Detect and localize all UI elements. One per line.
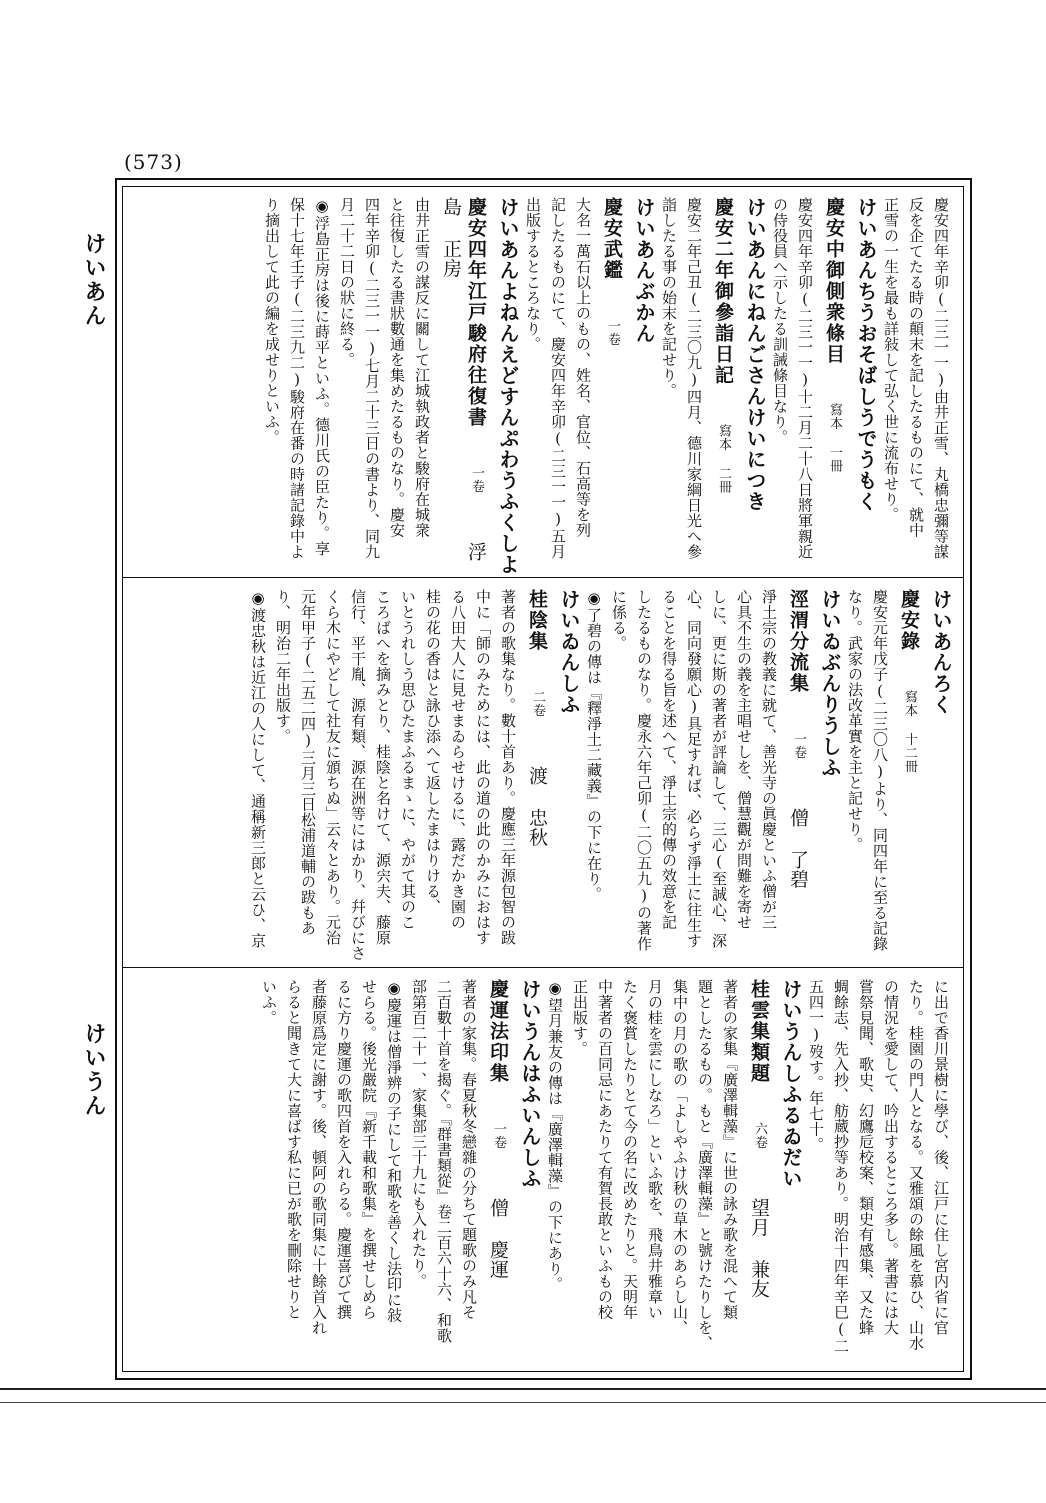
body-line: 出版するところなり。 — [524, 197, 542, 352]
entry-headword: けいあんにねんごさんけいにつき — [743, 197, 767, 512]
body-line: したるものなり。慶永六年己卯(二〇五九)の著作 — [635, 589, 653, 952]
body-line: り、明治二年出版す。 — [274, 589, 292, 744]
side-label-bottom: けいうん — [81, 1022, 106, 1118]
body-line: 著者の歌集なり。數十首あり。慶應三年源包智の跋 — [499, 589, 517, 946]
body-line: たり。桂園の門人となる。又雅頌の餘風を慕ひ、山水 — [907, 979, 925, 1351]
body-line: 正出版す。 — [571, 979, 589, 1057]
body-line: ることを得る旨を述へて、淨土宗的傳の效意を記 — [660, 589, 678, 930]
entry-author: 僧 慶運 — [487, 1198, 509, 1279]
body-line: 中に「師のみためには、此の道の此のかみにおはす — [474, 589, 492, 946]
entry-meta: 一卷 — [605, 318, 620, 346]
entry-title-line — [710, 197, 736, 577]
entry-headword: けいあんろく — [929, 589, 953, 715]
entry-headword: けいあんぶかん — [632, 197, 656, 344]
entry-headword: けいゐぶんりうしふ — [818, 589, 842, 778]
body-line: 反を企てたる時の顛末を記したるものにて、就中 — [907, 197, 925, 538]
body-line: 桂の花の香はと詠ひ添へて返したまはりける、 — [424, 589, 442, 915]
entry-title-line — [524, 589, 550, 967]
entry-meta: 一卷 — [791, 731, 806, 759]
entry-title: 涇渭分流集 — [787, 589, 809, 694]
body-line: 嘗祭見聞、歌史、幻鷹卮校案、類史有感集、又た蜂 — [857, 979, 875, 1336]
body-line: 保十七年壬子(二三九二)駿府在番の時諸記錄中よ — [288, 197, 306, 560]
bottom-rule — [0, 1402, 1046, 1403]
side-label-top: けいあん — [81, 232, 106, 328]
entry-headword: けいあんちうおそばしうでうもく — [854, 197, 878, 512]
body-line: 中著者の百同忌にあたりて有賀長敢といふもの校 — [596, 979, 614, 1320]
entry-title-line — [485, 979, 511, 1369]
body-line: 大名一萬石以上のもの、姓名、官位、石高等を列 — [574, 197, 592, 538]
body-line: 者藤原爲定に謝す。後、頓阿の歌同集に十餘首入れ — [310, 979, 328, 1336]
body-line: る八田大人に見せまゐらせけるに、露だかき園の — [449, 589, 467, 930]
entry-title-line — [896, 589, 922, 967]
body-line: いとうれしう思ひたまふるまゝに、やがて其のこ — [399, 589, 417, 930]
body-line: と往復したる書狀數通を集めたるものなり。慶安 — [388, 197, 406, 538]
body-line: ◉了碧の傳は『釋淨土二藏義』の下に在り。 — [585, 589, 603, 902]
body-line: らると聞きて大に喜ばす私に已が歌を刪除せりと — [285, 979, 303, 1320]
body-line: ◉渡忠秋は近江の人にして、通稱新三郎と云ひ、京 — [249, 589, 267, 949]
entry-headword: けいうんはふいんしふ — [518, 979, 542, 1189]
bottom-rule — [0, 1388, 1046, 1390]
entry-title: 慶安武鑑 — [601, 197, 623, 281]
body-line: ◉慶運は僧淨辨の子にして和歌を善くし法印に敍 — [385, 979, 403, 1323]
entry-author: 浮島 正房 — [440, 197, 487, 562]
body-line: 慶安二年己丑(二三〇九)四月、德川家綱日光へ參 — [685, 197, 703, 560]
body-line: 信行、平干胤、源有類、源在洲等にはかり、幷びにさ — [349, 589, 367, 961]
body-line: 部第百二十一、家集部三十九にも入れたり。 — [410, 979, 428, 1289]
body-line: り摘出して此の編を成せりといふ。 — [263, 197, 281, 445]
tier-divider — [123, 577, 963, 578]
body-line: 著者の家集『廣澤輯藻』に世の詠み歌を混へて類 — [721, 979, 739, 1320]
body-line: くら木にやどして社友に頒ちぬ」云々とあり。元治 — [324, 589, 342, 946]
body-line: 慶安四年辛卯(二三一一)由井正雪、丸橋忠彌等謀 — [932, 197, 950, 560]
body-line: 記したるものにて、慶安四年辛卯(二三一一)五月 — [549, 197, 567, 560]
body-line: ◉浮島正房は後に蒔平といふ。德川氏の臣たり。享 — [313, 197, 331, 557]
entry-title-line — [785, 589, 811, 967]
body-line: 淨土宗の教義に就て、善光寺の眞慶といふ僧が三 — [760, 589, 778, 930]
entry-headword: けいあんよねんえどすんぷわうふくしよ — [496, 197, 520, 575]
page-number: (573) — [124, 150, 183, 174]
entry-title: 慶運法印集 — [487, 979, 509, 1084]
body-line: 著者の家集。春夏秋冬戀雜の分ちて題歌のみ凡そ — [460, 979, 478, 1320]
tier-1 — [123, 187, 963, 577]
entry-title: 慶安錄 — [898, 589, 920, 652]
body-line: 心、同向發願心)具足すれば、必らず淨土に往生す — [685, 589, 703, 949]
body-line: 月の桂を雲にしなろ」といふ歌を、飛鳥井雅章い — [646, 979, 664, 1320]
entry-title: 慶安二年御參詣日記 — [712, 197, 734, 386]
body-line: 元年甲子(二五二四)三月三日松浦道輔の跋もあ — [299, 589, 317, 936]
entry-title-line — [821, 197, 847, 577]
tier-divider — [123, 967, 963, 968]
body-line: 慶安元年戊子(二三〇八)より、同四年に至る記錄 — [871, 589, 889, 952]
body-line: の侍役員へ示したる訓誡條目なり。 — [771, 197, 789, 445]
entry-title: 慶安中御側衆條目 — [823, 197, 845, 365]
body-line: なり。武家の法改革實を主と記せり。 — [846, 589, 864, 853]
body-line: 四年辛卯(二三一一)七月二十三日の書より、同九 — [363, 197, 381, 560]
tier-2 — [123, 579, 963, 967]
entry-author: 僧 了碧 — [787, 808, 809, 889]
entry-title: 桂雲集類題 — [748, 979, 770, 1084]
entry-headword: けいゐんしふ — [557, 589, 581, 715]
body-line: に係る。 — [610, 589, 628, 651]
entry-meta: 寫本 二冊 — [716, 423, 731, 493]
body-line: 集中の月の歌の「よしやふけ秋の草木のあらし山、 — [671, 979, 689, 1336]
body-line: 心具不生の義を主唱せしを、僧慧觀が問難を寄せ — [735, 589, 753, 930]
entry-author: 渡 忠秋 — [526, 766, 548, 847]
body-line: たく褒賞したりとて今の名に改めたりと。天明年 — [621, 979, 639, 1320]
entry-title: 慶安四年江戸駿府往復書 — [465, 197, 487, 428]
entry-meta: 一卷 — [491, 1121, 506, 1149]
entry-title: 桂陰集 — [526, 589, 548, 652]
body-line: せらる。後光嚴院『新千載和歌集』を撰せしめら — [360, 979, 378, 1320]
body-line: 詣したる事の始末を記せり。 — [660, 197, 678, 399]
entry-meta: 二卷 — [530, 689, 545, 717]
body-line: 慶安四年辛卯(二三一一)十二月二十八日將軍親近 — [796, 197, 814, 560]
body-line: 蜩餘志、先入抄、舫蔵抄等あり。明治十四年辛巳(二 — [832, 979, 850, 1354]
body-line: 二百數十首を揭ぐ。『群書類從』卷二百六十六、和歌 — [435, 979, 453, 1344]
entry-meta: 寫本 十二冊 — [902, 689, 917, 773]
entry-meta: 寫本 一冊 — [827, 402, 842, 472]
body-line: に出で香川景樹に學び、後、江戸に住し宮内省に官 — [932, 979, 950, 1336]
body-line: 正雪の一生を最も詳敍して弘く世に流布せり。 — [882, 197, 900, 523]
entry-meta: 一卷 — [469, 465, 484, 493]
tier-3 — [123, 969, 963, 1369]
entry-title-line — [438, 197, 489, 577]
body-line: いふ。 — [260, 979, 278, 1026]
content-frame — [122, 186, 964, 1372]
body-line: るに方り慶運の歌四首を入れらる。慶運喜びて撰 — [335, 979, 353, 1320]
entry-title-line — [599, 197, 625, 577]
body-line: 月二十二日の狀に終る。 — [338, 197, 356, 368]
body-line: しに、更に斯の著者が評論して、三心(至誠心、深 — [710, 589, 728, 949]
entry-meta: 六卷 — [752, 1121, 767, 1149]
entry-author: 望月 兼友 — [748, 1198, 770, 1299]
body-line: 由井正雪の謀反に關して江城執政者と駿府在城衆 — [413, 197, 431, 538]
body-line: の情況を愛して、吟出するところ多し。著書には大 — [882, 979, 900, 1336]
entry-title-line — [746, 979, 772, 1369]
body-line: ころばへを摘みとり、桂陰と名けて、源宍夫、藤原 — [374, 589, 392, 946]
entry-headword: けいうんしふるゐだい — [779, 979, 803, 1189]
body-line: ◉望月兼友の傳は『廣澤輯藻』の下にあり。 — [546, 979, 564, 1292]
body-line: 五四一)歿す。年七十。 — [807, 979, 825, 1153]
body-line: 題としたるもの。もと『廣澤輯藻』と號けたりしを、 — [696, 979, 714, 1351]
